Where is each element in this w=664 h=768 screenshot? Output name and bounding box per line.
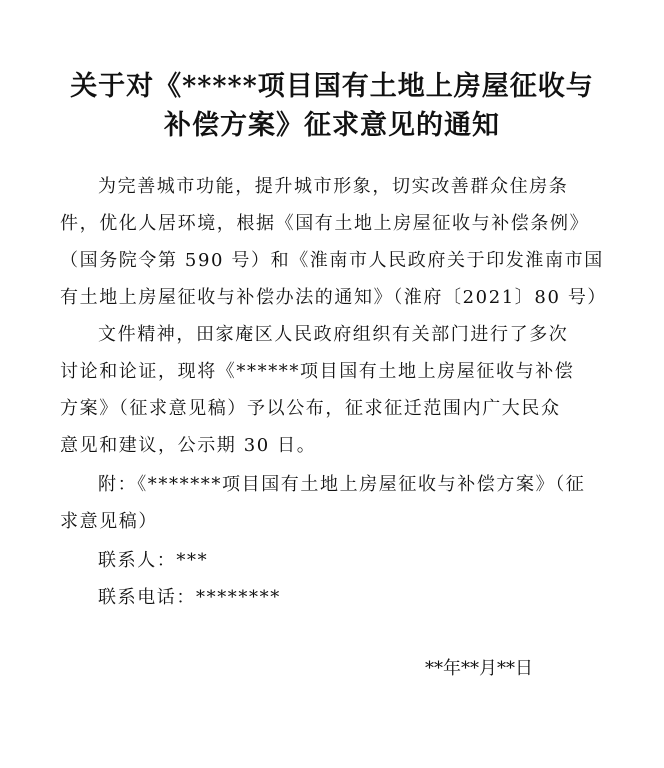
body-line: 为完善城市功能，提升城市形象，切实改善群众住房条 [98,176,569,197]
body-line: 文件精神，田家庵区人民政府组织有关部门进行了多次 [98,324,569,345]
body-line: 件，优化人居环境，根据《国有土地上房屋征收与补偿条例》 [60,213,590,234]
body-line: 讨论和论证，现将《******项目国有土地上房屋征收与补偿 [60,361,575,382]
contact-phone: 联系电话：******** [98,587,281,608]
body-line: 有土地上房屋征收与补偿办法的通知》（淮府〔2021〕80 号） [60,287,608,308]
body-line: 意见和建议，公示期 30 日。 [60,435,317,456]
contact-person: 联系人：*** [98,550,209,571]
body-line: （国务院令第 590 号）和《淮南市人民政府关于印发淮南市国 [60,250,604,271]
notice-date: **年**月**日 [425,658,533,679]
attachment-line: 附：《*******项目国有土地上房屋征收与补偿方案》（征 [98,474,586,495]
notice-title-line-2: 补偿方案》征求意见的通知 [164,110,500,141]
notice-title-line-1: 关于对《*****项目国有土地上房屋征收与 [70,71,594,102]
attachment-line: 求意见稿） [60,511,158,532]
body-line: 方案》（征求意见稿）予以公布，征求征迁范围内广大民众 [60,398,561,419]
